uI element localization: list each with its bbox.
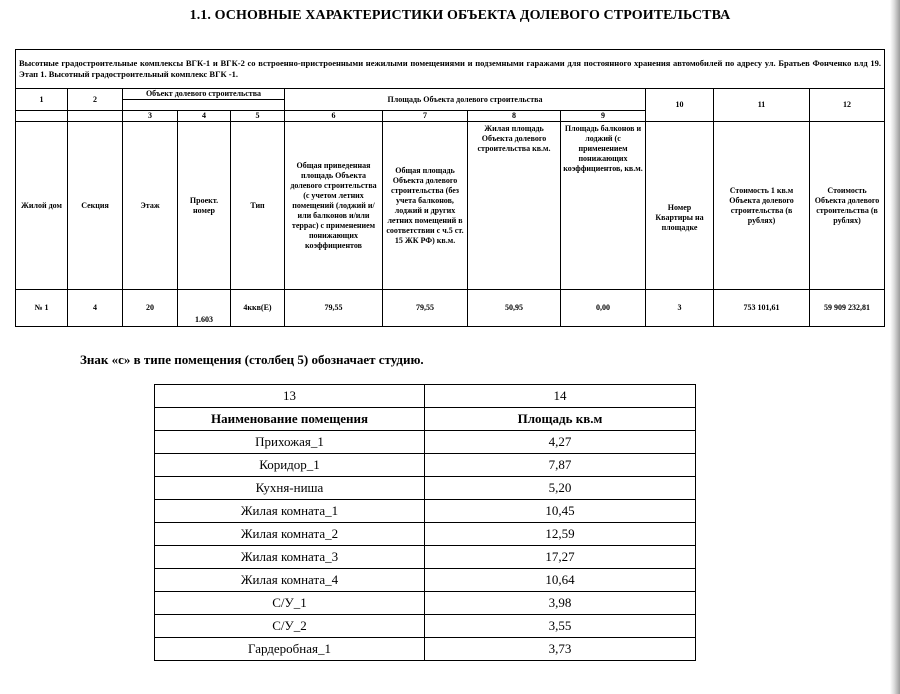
col-number-2: 2 (68, 89, 123, 111)
col-number-12: 12 (810, 89, 885, 122)
col-number-9: 9 (561, 111, 646, 122)
table-row (155, 523, 696, 546)
col-number-14: 14 (425, 385, 696, 408)
col-title-project-number: Проект. номер (178, 122, 231, 290)
cell-section: 4 (68, 290, 123, 327)
room-name: С/У_1 (155, 592, 425, 615)
cell-floor: 20 (123, 290, 178, 327)
table-row (155, 431, 696, 454)
room-name: Кухня-ниша (155, 477, 425, 500)
cell-apartment-number: 3 (646, 290, 714, 327)
col-title-room-name: Наименование помещения (155, 408, 425, 431)
room-area: 3,98 (425, 592, 696, 615)
room-area: 7,87 (425, 454, 696, 477)
room-area: 4,27 (425, 431, 696, 454)
room-name: Жилая комната_4 (155, 569, 425, 592)
room-name: Прихожая_1 (155, 431, 425, 454)
col-number-7: 7 (383, 111, 468, 122)
col-title-living-area: Жилая площадь Объекта долевого строительства кв.м. (468, 122, 561, 290)
cell-project-number: 1.603 (178, 290, 231, 327)
room-area: 5,20 (425, 477, 696, 500)
group-object-header: Объект долевого строительства (123, 89, 285, 100)
table-row (155, 615, 696, 638)
studio-note: Знак «с» в типе помещения (столбец 5) обозначает студию. (80, 352, 424, 367)
col-number-4: 4 (178, 111, 231, 122)
table-row (155, 477, 696, 500)
object-description: Высотные градостроительные комплексы ВГК-1 и ВГК-2 со встроенно-пристроенными нежилыми помещениями и подземными гаражами для постоянного хранения автомобилей по адресу ул. Братьев Фонченко влд 19. Этап 1. Высотный градостроительный комплекс ВГК -1. (16, 50, 885, 89)
col-title-house: Жилой дом (16, 122, 68, 290)
rooms-table (154, 384, 696, 661)
col-title-balcony-area: Площадь балконов и лоджий (с применением понижающих коэффициентов, кв.м. (561, 122, 646, 290)
table-row (155, 546, 696, 569)
col-title-floor: Этаж (123, 122, 178, 290)
cell-reduced-area: 79,55 (285, 290, 383, 327)
col-number-8: 8 (468, 111, 561, 122)
col-number-5: 5 (231, 111, 285, 122)
col-title-type: Тип (231, 122, 285, 290)
col-title-reduced-area: Общая приведенная площадь Объекта долевого строительства (с учетом летних помещений (лоджий и/или балконов и/или террас) с применением понижающих коэффициентов (285, 122, 383, 290)
room-area: 10,64 (425, 569, 696, 592)
col-number-13: 13 (155, 385, 425, 408)
room-area: 17,27 (425, 546, 696, 569)
page-edge-shadow (890, 0, 900, 694)
cell-balcony-area: 0,00 (561, 290, 646, 327)
cell-total-price: 59 909 232,81 (810, 290, 885, 327)
room-area: 3,55 (425, 615, 696, 638)
room-area: 12,59 (425, 523, 696, 546)
characteristics-table (15, 49, 885, 327)
table-row (155, 638, 696, 661)
table-row (155, 454, 696, 477)
col-number-1: 1 (16, 89, 68, 111)
room-area: 3,73 (425, 638, 696, 661)
group-area-header: Площадь Объекта долевого строительства (285, 89, 646, 111)
room-name: Жилая комната_2 (155, 523, 425, 546)
col-number-10: 10 (646, 89, 714, 122)
col-title-total-area: Общая площадь Объекта долевого строительства (без учета балконов, лоджий и других летних помещений в соответствии с ч.5 ст. 15 ЖК РФ) кв.м. (383, 122, 468, 290)
col-number-3: 3 (123, 111, 178, 122)
col-title-room-area: Площадь кв.м (425, 408, 696, 431)
cell-total-area: 79,55 (383, 290, 468, 327)
cell-house: № 1 (16, 290, 68, 327)
room-name: Жилая комната_1 (155, 500, 425, 523)
col-number-11: 11 (714, 89, 810, 122)
col-title-section: Секция (68, 122, 123, 290)
room-name: Коридор_1 (155, 454, 425, 477)
col-title-apartment-number: Номер Квартиры на площадке (646, 122, 714, 290)
cell-price-per-sqm: 753 101,61 (714, 290, 810, 327)
cell-type: 4ккв(Е) (231, 290, 285, 327)
cell-living-area: 50,95 (468, 290, 561, 327)
col-number-6: 6 (285, 111, 383, 122)
room-name: Жилая комната_3 (155, 546, 425, 569)
col-title-total-price: Стоимость Объекта долевого строительства (в рублях) (810, 122, 885, 290)
room-area: 10,45 (425, 500, 696, 523)
room-name: С/У_2 (155, 615, 425, 638)
col-title-price-per-sqm: Стоимость 1 кв.м Объекта долевого строительства (в рублях) (714, 122, 810, 290)
table-row (155, 569, 696, 592)
table-row (155, 592, 696, 615)
room-name: Гардеробная_1 (155, 638, 425, 661)
table-row (155, 500, 696, 523)
page-title: 1.1. ОСНОВНЫЕ ХАРАКТЕРИСТИКИ ОБЪЕКТА ДОЛЕВОГО СТРОИТЕЛЬСТВА (189, 8, 731, 23)
